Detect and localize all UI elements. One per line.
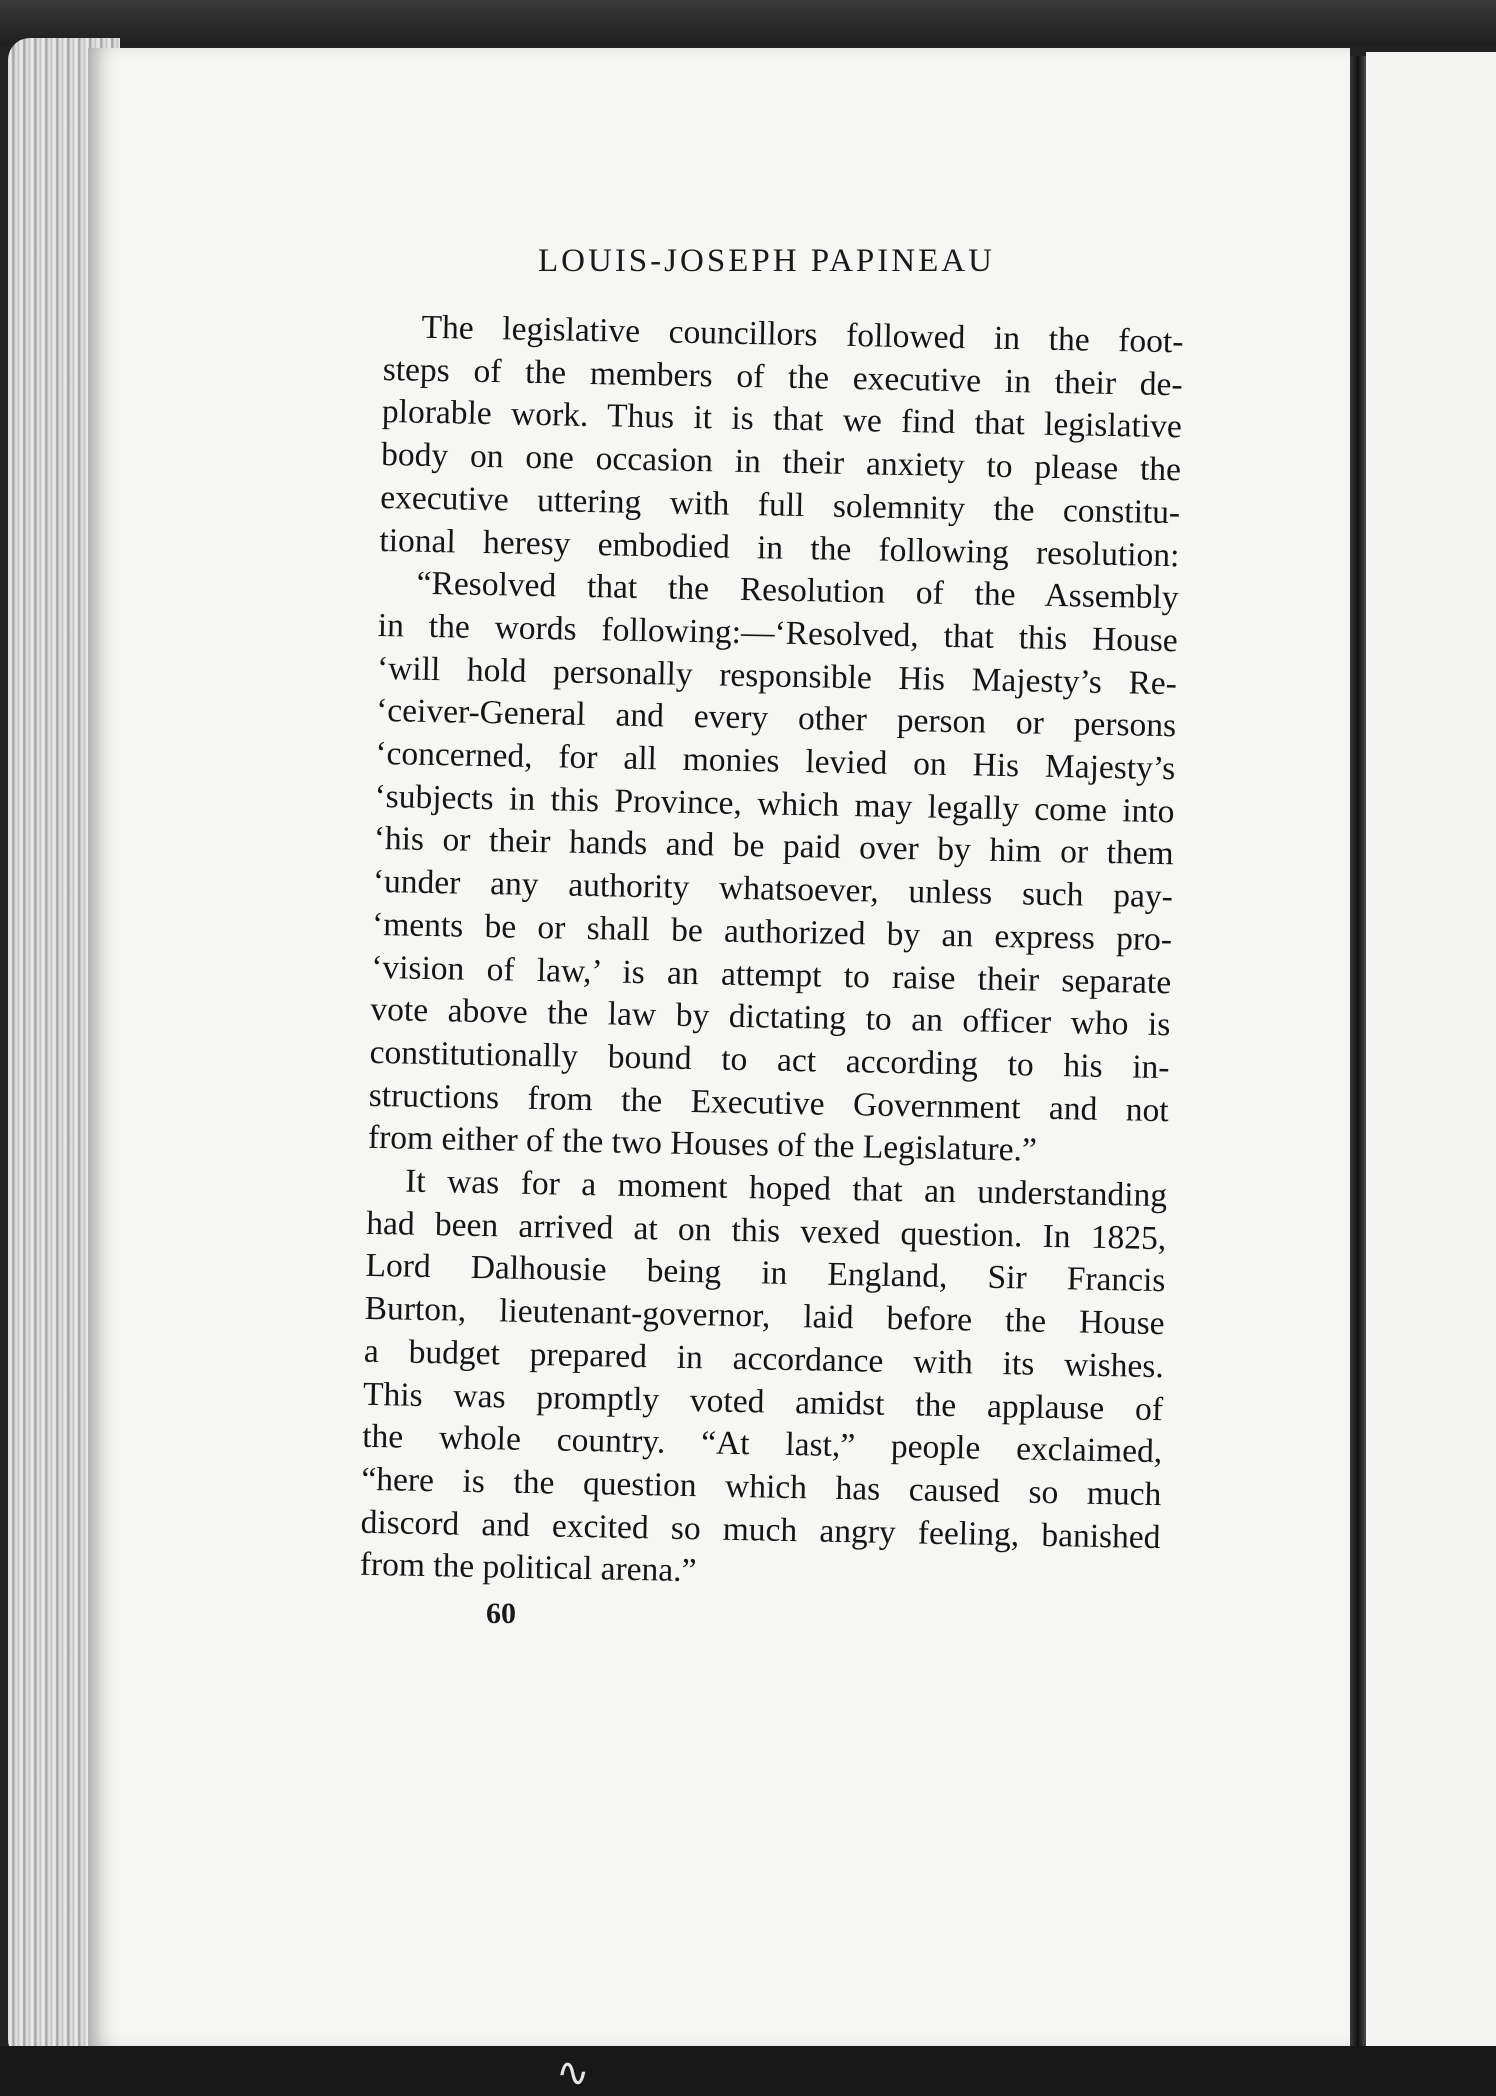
- text-line: It was for a moment hoped that an understanding: [404, 1162, 1168, 1215]
- text-line: ‘subjects in this Province, which may legally come into: [374, 777, 1175, 830]
- text-line: This was promptly voted amidst the applause of: [362, 1375, 1164, 1428]
- facing-page-edge: [1366, 52, 1496, 2048]
- text-line: Lord Dalhousie being in England, Sir Francis: [365, 1247, 1166, 1300]
- text-line: constitutionally bound to act according to his in-: [369, 1033, 1170, 1087]
- text-line: had been arrived at on this vexed question. In 1825,: [366, 1204, 1167, 1257]
- text-line: “here is the question which has caused so much: [361, 1460, 1162, 1514]
- text-line: from either of the two Houses of the Legislature.”: [367, 1119, 1038, 1170]
- text-line: ‘will hold personally responsible His Majesty’s Re-: [376, 649, 1178, 702]
- page-number: 60: [486, 1597, 516, 1630]
- text-line: a budget prepared in accordance with its wishes.: [363, 1332, 1165, 1386]
- text-line: ‘his or their hands and be paid over by him or them: [373, 820, 1174, 873]
- text-line: the whole country. “At last,” people exclaimed,: [361, 1418, 1163, 1471]
- clip-icon: ∿: [556, 2050, 590, 2096]
- text-line: structions from the Executive Government and not: [368, 1076, 1170, 1129]
- text-line: ‘under any authority whatsoever, unless such pay-: [372, 863, 1174, 916]
- text-line: steps of the members of the executive in their de-: [382, 350, 1183, 404]
- body-text: [359, 306, 1183, 1602]
- book-gutter: [1350, 56, 1366, 2046]
- text-line: in the words following:—‘Resolved, that this House: [377, 606, 1179, 660]
- text-line: discord and excited so much angry feeling, banished: [360, 1503, 1161, 1556]
- text-line: tional heresy embodied in the following resolution:: [379, 521, 1180, 574]
- running-head: LOUIS-JOSEPH PAPINEAU: [538, 243, 995, 279]
- text-line: executive uttering with full solemnity the constitu-: [379, 478, 1181, 532]
- text-line: The legislative councillors followed in the foot-: [421, 308, 1184, 361]
- text-line: ‘ceiver-General and every other person or persons: [375, 692, 1177, 745]
- scanner-bed-bottom: [0, 2046, 1496, 2096]
- text-line: ‘vision of law,’ is an attempt to raise their separate: [370, 948, 1172, 1001]
- text-line: body on one occasion in their anxiety to please the: [380, 436, 1182, 489]
- text-line: Burton, lieutenant-governor, laid before the House: [364, 1289, 1165, 1343]
- text-line: from the political arena.”: [359, 1546, 697, 1590]
- text-line: “Resolved that the Resolution of the Assembly: [416, 564, 1179, 617]
- text-line: vote above the law by dictating to an officer who is: [370, 991, 1171, 1044]
- text-line: plorable work. Thus it is that we find that legislative: [381, 393, 1183, 446]
- scanner-bed-top: [0, 0, 1496, 46]
- text-line: ‘ments be or shall be authorized by an express pro-: [371, 905, 1173, 959]
- text-line: ‘concerned, for all monies levied on His Majesty’s: [375, 734, 1176, 788]
